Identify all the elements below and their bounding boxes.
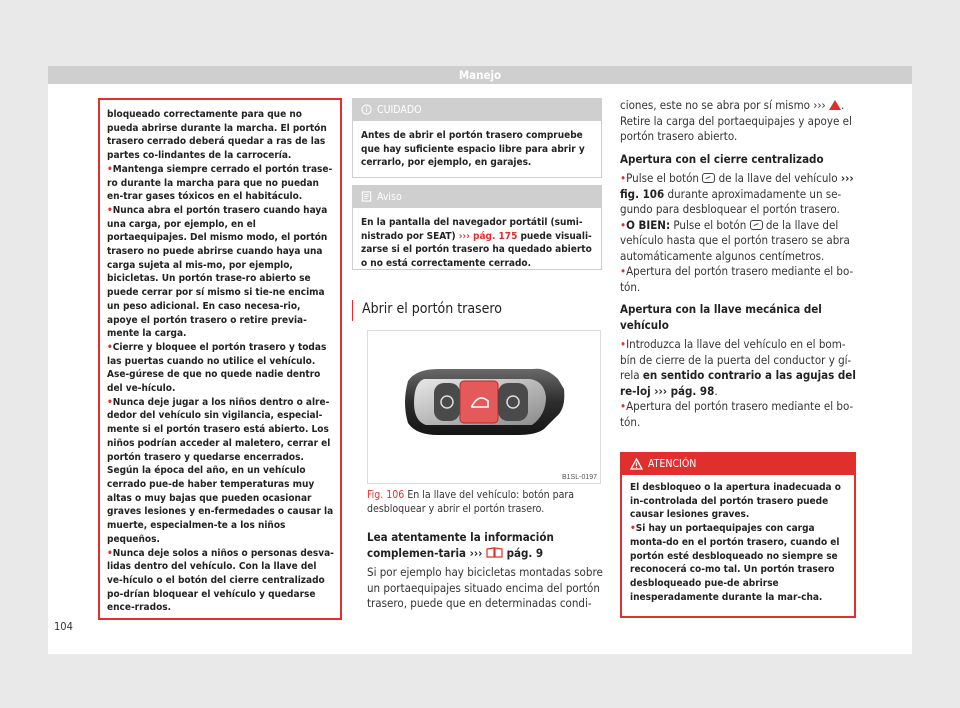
bullet-item: • Pulse el botón de la llave del vehículo ››› fig. 106 durante aproximadamente un se-gundo para desbloquear el portón trasero. (620, 171, 860, 218)
atencion-body: El desbloqueo o la apertura inadecuada o in-controlada del portón trasero puede causar lesiones graves. • Si hay un portaequipajes con carga monta-do en el portón trasero, cuando el portón esté desbloqueado no siempre se reconocerá co-mo tal. Un portón trasero desbloqueado pue-de abrirse inesperadamente durante la mar-cha. (622, 475, 854, 610)
aviso-body: En la pantalla del navegador portátil (sumi-nistrado por SEAT) ››› pág. 175 puede visuali-zarse si el portón trasero ha quedado abierto o no está correctamente cerrado. (361, 217, 592, 270)
warning-icon (829, 100, 841, 110)
car-key-illustration (368, 331, 600, 483)
page-header: Manejo (48, 66, 912, 84)
bullet-item: • O BIEN: Pulse el botón de la llave del vehículo hasta que el portón trasero se abra automáticamente algunos centímetros. (620, 218, 860, 265)
middle-text: Lea atentamente la información complemen-taria ››› pág. 9 Si por ejemplo hay bicicletas montadas sobre un portaequipajes situado encima del portón trasero, puede que en determinadas condi- (367, 530, 603, 610)
aviso-box (352, 185, 602, 270)
key-button-icon (702, 173, 715, 183)
figure-code: B1SL-0197 (562, 474, 598, 481)
warning-continuation-box (98, 98, 342, 620)
bullet-item: • Si hay un portaequipajes con carga monta-do en el portón trasero, cuando el portón esté desbloqueado no siempre se reconocerá co-mo tal. Un portón trasero desbloqueado pue-de abrirse inesperadamente durante la mar-cha. (630, 522, 846, 604)
cuidado-body: Antes de abrir el portón trasero compruebe que hay suficiente espacio libre para abrir y cerrarlo, por ejemplo, en garajes. (361, 130, 585, 169)
bullet-item: • Nunca deje solos a niños o personas desva-lidas dentro del vehículo. Con la llave del ve-hículo o el botón del cierre centralizado po-drían bloquear el vehículo y quedarse ence-rrados. (107, 547, 334, 616)
section-title: Abrir el portón trasero (352, 300, 602, 321)
figure-caption: Fig. 106 En la llave del vehículo: botón para desbloquear y abrir el portón trasero. (367, 489, 575, 515)
atencion-header (622, 454, 854, 475)
page (48, 66, 912, 654)
note-icon (361, 191, 372, 202)
atencion-title: ATENCIÓN (648, 458, 697, 470)
page-number: 104 (54, 620, 73, 633)
bullet-item: • Nunca abra el portón trasero cuando haya una carga, por ejemplo, en el portaequipajes. Del mismo modo, el portón trasero no puede abrirse cuando haya una carga sujeta al mis-mo, por ejemplo, bicicletas. Un portón trase-ro abierto se puede cerrar por sí mismo si tie-ne encima un peso adicional. En caso necesa-rio, apoye el portón trasero o retire previa-mente la carga. (107, 204, 334, 341)
paragraph: Si por ejemplo hay bicicletas montadas sobre un portaequipajes situado encima del portón trasero, puede que en determinadas condi- (367, 565, 603, 610)
key-button-icon (750, 220, 763, 230)
bullet-item: • Nunca deje jugar a los niños dentro o alre-dedor del vehículo sin vigilancia, especial-mente si el portón trasero está abierto. Los niños podrían acceder al maletero, cerrar el portón trasero y quedarse encerrados. Según la época del año, en un vehículo cerrado pue-de haber temperaturas muy altas o muy bajas que pueden ocasionar graves lesiones y en-fermedades o causar la muerte, especialmen-te a los niños pequeños. (107, 396, 334, 547)
aviso-header (353, 186, 601, 208)
subheading: Apertura con el cierre centralizado (620, 151, 824, 166)
book-icon (486, 547, 503, 558)
bullet-item: • Cierre y bloquee el portón trasero y todas las puertas cuando no utilice el vehículo. Ase-gúrese de que no quede nadie dentro del ve-hículo. (107, 341, 334, 396)
right-column: ciones, este no se abra por sí mismo ››› . Retire la carga del portaequipajes y apoye el portón trasero abierto. Apertura con el cierre centralizado • Pulse el botón de la llave del vehículo ››› fig. 106 durante aproximadamente un se-gundo para desbloquear el portón trasero. • O BIEN: Pulse el botón de la llave del vehículo hasta que el portón trasero se abra automáticamente algunos centímetros. • Apertura del portón trasero mediante el bo-tón. Apertura con la llave mecánica del vehículo • Introduzca la llave del vehículo en el bom-bín de cierre de la puerta del conductor y gí-rela en sentido contrario a las agujas del re-loj ››› pág. 98. • Apertura del portón trasero mediante el bo-tón. (620, 98, 860, 430)
figure-label: Fig. 106 (367, 489, 405, 501)
bullet-item: • Apertura del portón trasero mediante el bo-tón. (620, 264, 860, 295)
warning-icon (630, 458, 643, 470)
cuidado-header (353, 99, 601, 121)
atencion-box (620, 452, 856, 618)
cuidado-box (352, 98, 602, 178)
aviso-title: Aviso (377, 191, 402, 203)
info-icon (361, 104, 372, 115)
subheading: Apertura con la llave mecánica del vehículo (620, 302, 822, 332)
page-link[interactable]: ››› pág. 98 (650, 383, 715, 398)
figure-link[interactable]: ››› fig. 106 (620, 171, 854, 201)
page-link[interactable]: pág. 9 (503, 545, 544, 560)
bullet-item: • Mantenga siempre cerrado el portón trase-ro durante la marcha para que no puedan en-trar gases tóxicos en el habitáculo. (107, 163, 334, 204)
cuidado-title: CUIDADO (377, 104, 422, 116)
bullet-item: • Introduzca la llave del vehículo en el bom-bín de cierre de la puerta del conductor y gí-rela en sentido contrario a las agujas del re-loj ››› pág. 98. (620, 337, 860, 399)
page-link[interactable]: ››› pág. 175 (458, 230, 518, 242)
paragraph: bloqueado correctamente para que no pueda abrirse durante la marcha. El portón trasero cerrado deberá quedar a ras de las partes co-lindantes de la carrocería. (107, 109, 327, 162)
key-figure (367, 330, 601, 484)
bullet-item: • Apertura del portón trasero mediante el bo-tón. (620, 399, 860, 430)
